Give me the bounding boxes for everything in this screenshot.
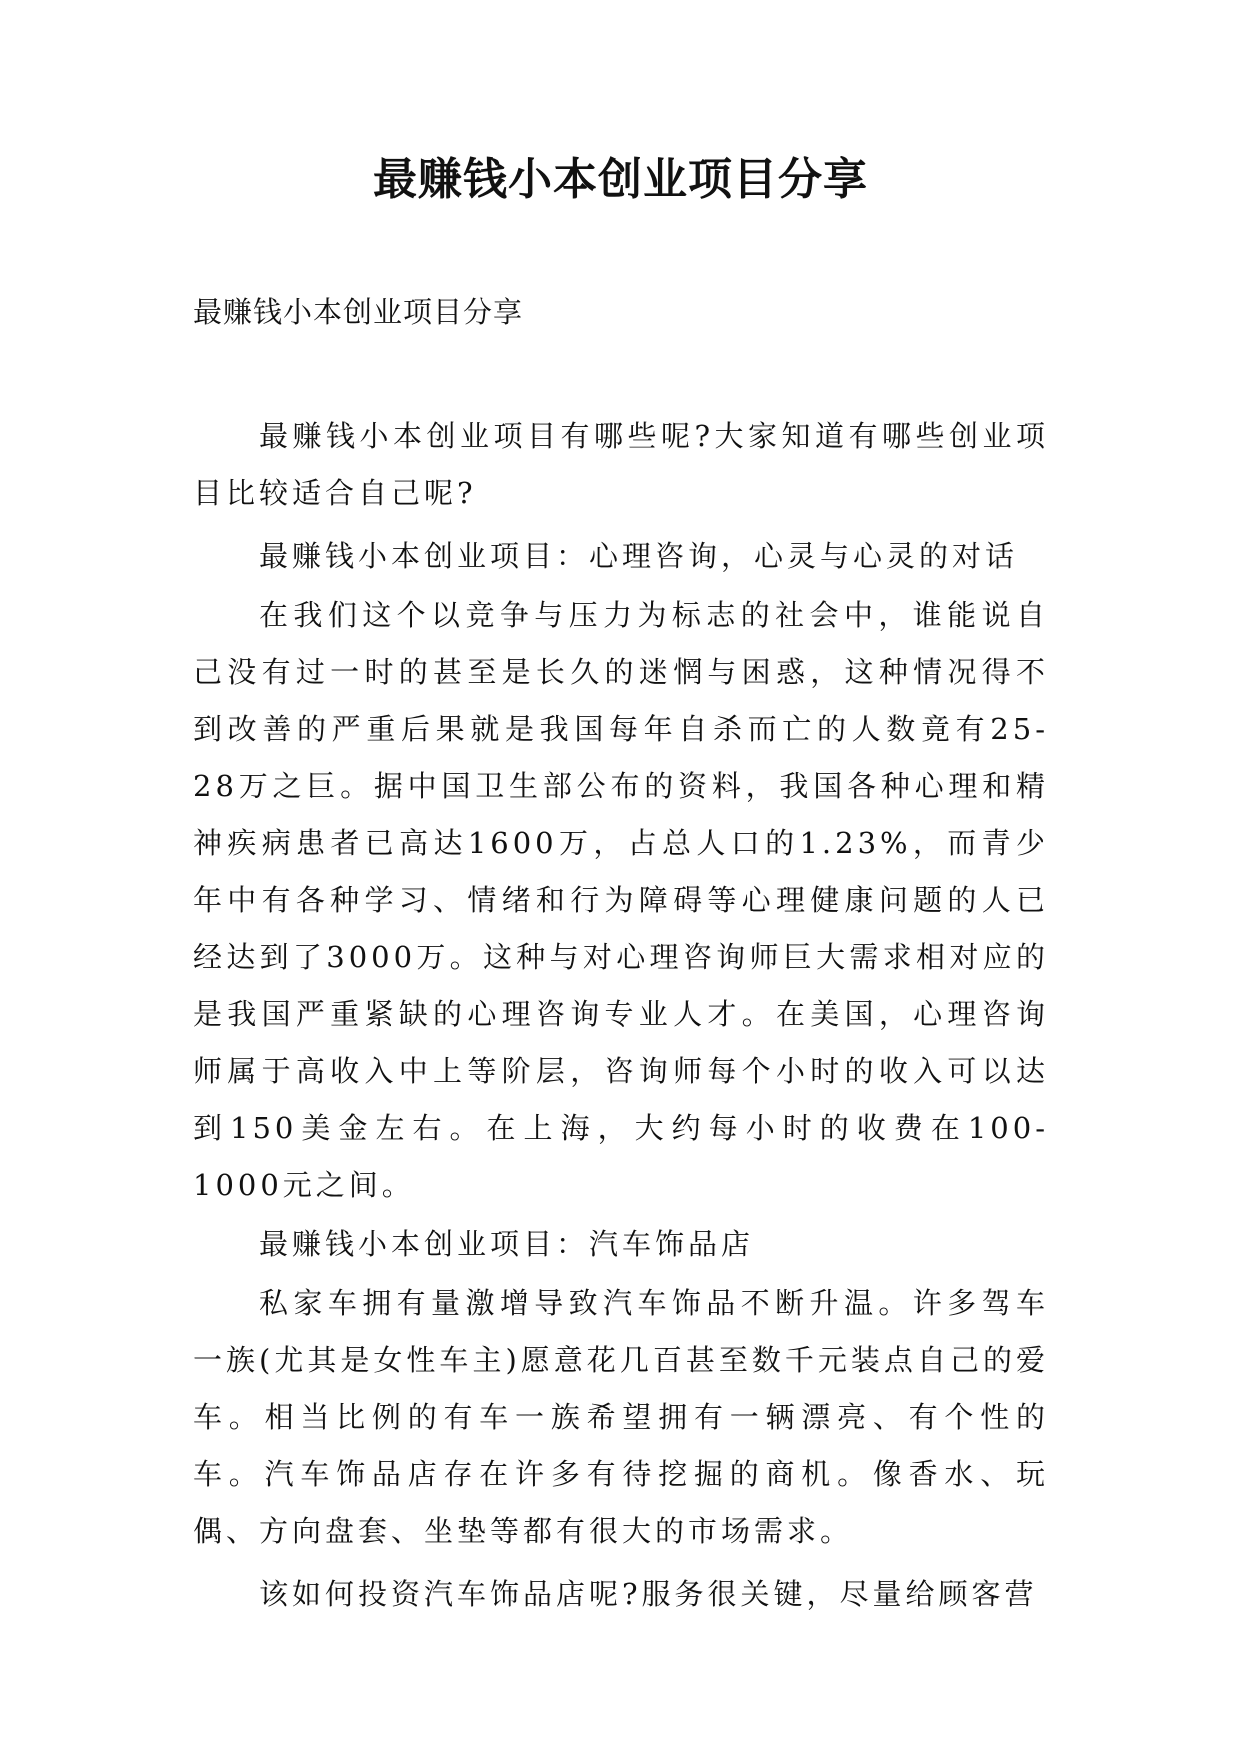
document-title: 最赚钱小本创业项目分享 bbox=[373, 154, 868, 205]
section-heading: 最赚钱小本创业项目：心理咨询，心灵与心灵的对话 bbox=[259, 539, 1019, 573]
section-heading: 最赚钱小本创业项目：汽车饰品店 bbox=[259, 1227, 755, 1261]
body-paragraph: 私家车拥有量激增导致汽车饰品不断升温。许多驾车一族(尤其是女性车主)愿意花几百甚至数千元装点自己的爱车。相当比例的有车一族希望拥有一辆漂亮、有个性的车。汽车饰品店存在许多有待挖掘的商机。像香水、玩偶、方向盘套、坐垫等都有很大的市场需求。 bbox=[193, 1286, 1049, 1548]
body-paragraph: 在我们这个以竞争与压力为标志的社会中，谁能说自己没有过一时的甚至是长久的迷惘与困惑，这种情况得不到改善的严重后果就是我国每年自杀而亡的人数竟有25-28万之巨。据中国卫生部公布的资料，我国各种心理和精神疾病患者已高达1600万，占总人口的1.23%，而青少年中有各种学习、情绪和行为障碍等心理健康问题的人已经达到了3000万。这种与对心理咨询师巨大需求相对应的是我国严重紧缺的心理咨询专业人才。在美国，心理咨询师属于高收入中上等阶层，咨询师每个小时的收入可以达到150美金左右。在上海，大约每小时的收费在100-1000元之间。 bbox=[193, 598, 1049, 1202]
document-body bbox=[193, 408, 1049, 1629]
document-subtitle: 最赚钱小本创业项目分享 bbox=[193, 295, 524, 329]
body-paragraph: 最赚钱小本创业项目有哪些呢?大家知道有哪些创业项目比较适合自己呢? bbox=[193, 419, 1049, 510]
body-paragraph: 该如何投资汽车饰品店呢?服务很关键，尽量给顾客营 bbox=[259, 1577, 1038, 1611]
